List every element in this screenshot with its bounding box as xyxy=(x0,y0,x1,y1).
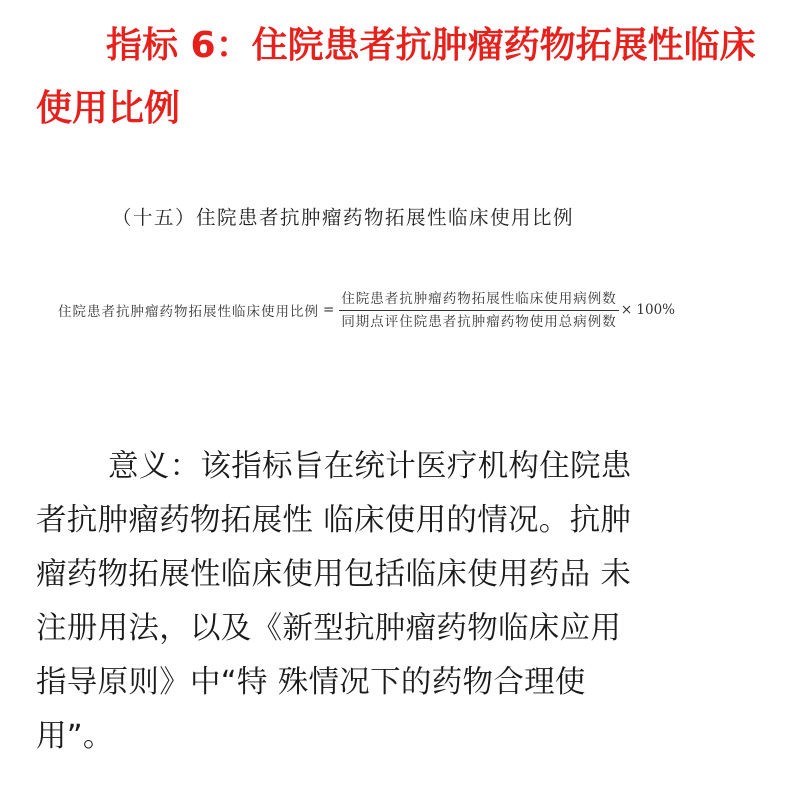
section-title: （十五）住院患者抗肿瘤药物拓展性临床使用比例 xyxy=(112,206,575,229)
heading-line-1-text: 指标 6：住院患者抗肿瘤药物拓展性临床 xyxy=(106,25,756,66)
formula-equals: = xyxy=(323,302,336,318)
paragraph-line: 注册用法，以及《新型抗肿瘤药物临床应用 xyxy=(36,611,622,646)
heading-line-1 xyxy=(36,14,776,77)
formula-multiplier: × 100% xyxy=(620,302,676,318)
formula-denominator: 同期点评住院患者抗肿瘤药物使用总病例数 xyxy=(341,313,617,330)
formula-numerator: 住院患者抗肿瘤药物拓展性临床使用病例数 xyxy=(339,290,619,311)
heading-line-2: 使用比例 xyxy=(36,88,181,129)
formula-lhs: 住院患者抗肿瘤药物拓展性临床使用比例 xyxy=(58,304,319,320)
indicator-heading xyxy=(36,14,776,140)
paragraph-line: 瘤药物拓展性临床使用包括临床使用药品 未 xyxy=(36,557,632,592)
paragraph-line: 者抗肿瘤药物拓展性 临床使用的情况。抗肿 xyxy=(36,503,632,538)
paragraph-line: 意义：该指标旨在统计医疗机构住院患 xyxy=(108,449,632,484)
meaning-paragraph xyxy=(36,440,776,764)
paragraph-line: 用”。 xyxy=(36,719,114,754)
ratio-formula xyxy=(58,289,675,331)
paragraph-line: 指导原则》中“特 殊情况下的药物合理使 xyxy=(36,665,586,700)
formula-fraction xyxy=(339,290,619,331)
